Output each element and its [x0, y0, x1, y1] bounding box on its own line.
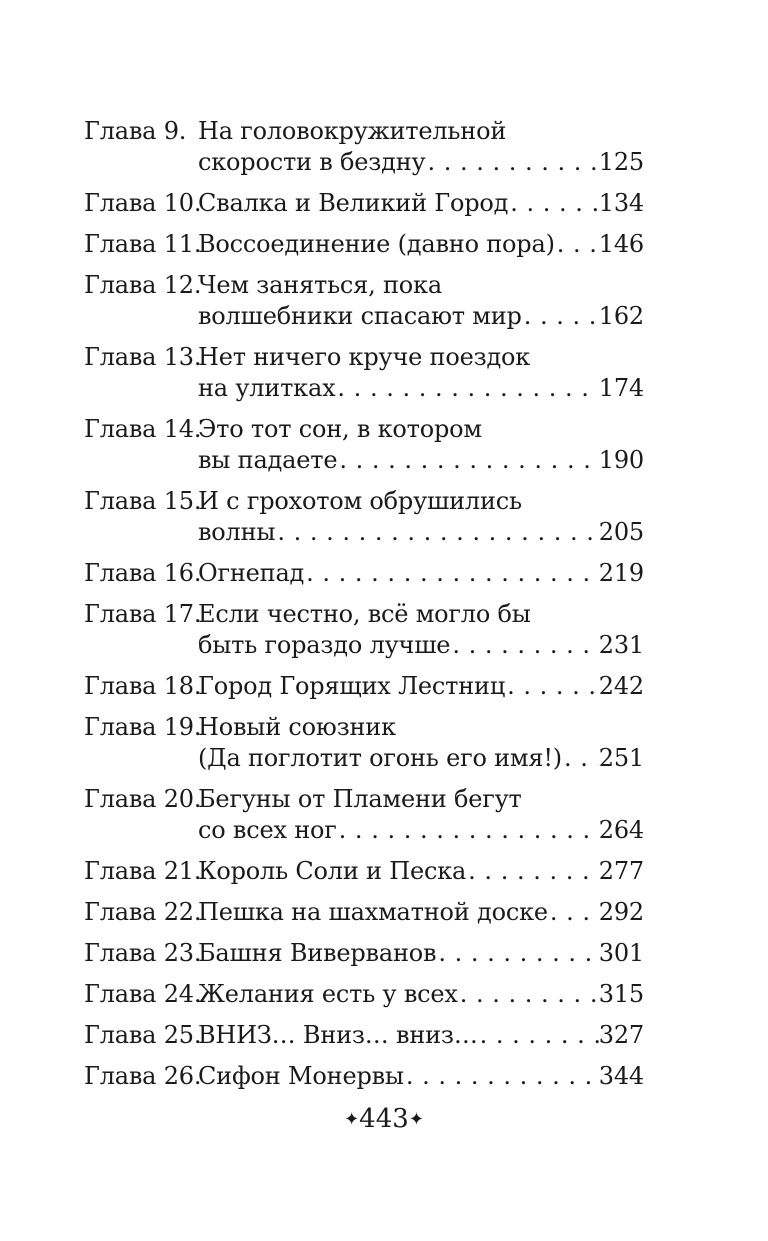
dot-leader [478, 1020, 599, 1051]
chapter-number: Глава 13. [84, 343, 202, 371]
chapter-title-text: со всех ног [198, 816, 337, 844]
chapter-page-number: 219 [598, 559, 644, 587]
chapter-title [198, 486, 644, 548]
chapter-title-text: Свалка и Великий Город [198, 189, 509, 217]
chapter-page-number: 231 [598, 631, 644, 659]
chapter-title [198, 671, 644, 702]
chapter-number: Глава 23. [84, 939, 202, 967]
chapter-page-number: 205 [598, 518, 644, 546]
dot-leader [522, 301, 599, 332]
chapter-title-text: волны [198, 518, 276, 546]
chapter-title [198, 979, 644, 1010]
chapter-title-last-line [198, 373, 644, 404]
chapter-title [198, 342, 644, 404]
dot-leader [337, 445, 598, 476]
toc-entry [84, 1061, 644, 1092]
chapter-title [198, 599, 644, 661]
chapter-title-text: ВНИЗ… Вниз… вниз… [198, 1021, 478, 1049]
dot-leader [425, 147, 598, 178]
chapter-page-number: 242 [598, 672, 644, 700]
chapter-number: Глава 25. [84, 1021, 202, 1049]
chapter-title [198, 558, 644, 589]
chapter-title [198, 270, 644, 332]
chapter-title-text: на улитках [198, 374, 336, 402]
chapter-title-last-line [198, 445, 644, 476]
chapter-title-line: Если честно, всё могло бы [198, 600, 531, 628]
toc-entry [84, 979, 644, 1010]
page-number [0, 1104, 768, 1134]
toc-entry [84, 671, 644, 702]
chapter-title-line: Чем заняться, пока [198, 271, 442, 299]
chapter-title-text: Башня Виверванов [198, 939, 437, 967]
toc-entry [84, 784, 644, 846]
chapter-title-last-line [198, 229, 644, 260]
dot-leader [555, 229, 599, 260]
dot-leader [275, 517, 598, 548]
toc-entry [84, 938, 644, 969]
dot-leader [404, 1061, 599, 1092]
toc-entry [84, 342, 644, 404]
chapter-page-number: 251 [598, 744, 644, 772]
chapter-title-last-line [198, 188, 644, 219]
dot-leader [337, 815, 599, 846]
chapter-title-text: Король Соли и Песка [198, 857, 467, 885]
chapter-page-number: 264 [598, 816, 644, 844]
toc-entry [84, 270, 644, 332]
chapter-number: Глава 26. [84, 1062, 202, 1090]
dot-leader [466, 856, 599, 887]
chapter-title-last-line [198, 630, 644, 661]
chapter-number: Глава 17. [84, 600, 202, 628]
chapter-number: Глава 16. [84, 559, 202, 587]
dot-leader [505, 671, 599, 702]
chapter-title-line: Это тот сон, в котором [198, 415, 482, 443]
chapter-number: Глава 12. [84, 271, 202, 299]
chapter-number: Глава 19. [84, 713, 202, 741]
chapter-title-line: На головокружительной [198, 117, 507, 145]
toc-entry [84, 116, 644, 178]
chapter-title-text: быть гораздо лучше [198, 631, 451, 659]
chapter-title [198, 414, 644, 476]
chapter-page-number: 146 [598, 230, 644, 258]
chapter-number: Глава 20. [84, 785, 202, 813]
chapter-page-number: 315 [598, 980, 644, 1008]
chapter-page-number: 301 [598, 939, 644, 967]
chapter-title-text: (Да поглотит огонь его имя!) [198, 744, 562, 772]
chapter-title-line: Бегуны от Пламени бегут [198, 785, 522, 813]
chapter-title [198, 938, 644, 969]
chapter-page-number: 327 [598, 1021, 644, 1049]
chapter-number: Глава 15. [84, 487, 202, 515]
chapter-title-last-line [198, 671, 644, 702]
chapter-title-last-line [198, 856, 644, 887]
chapter-title [198, 897, 644, 928]
chapter-title-text: скорости в бездну [198, 148, 426, 176]
toc-entry [84, 712, 644, 774]
chapter-page-number: 344 [598, 1062, 644, 1090]
page-number-value: 443 [359, 1104, 409, 1134]
chapter-number: Глава 24. [84, 980, 202, 1008]
toc-entry [84, 897, 644, 928]
dot-leader [508, 188, 599, 219]
toc-entry [84, 188, 644, 219]
dot-leader [436, 938, 598, 969]
chapter-number: Глава 9. [84, 117, 187, 145]
dot-leader [304, 558, 599, 589]
dot-leader [548, 897, 599, 928]
dot-leader [335, 373, 598, 404]
chapter-title [198, 1061, 644, 1092]
chapter-title-text: Огнепад [198, 559, 305, 587]
ornament-right-icon: ✦ [408, 1109, 424, 1130]
chapter-number: Глава 18. [84, 672, 202, 700]
chapter-title-text: Пешка на шахматной доске [198, 898, 548, 926]
chapter-title [198, 229, 644, 260]
chapter-title-last-line [198, 1061, 644, 1092]
toc-entry [84, 1020, 644, 1051]
dot-leader [458, 979, 599, 1010]
dot-leader [450, 630, 598, 661]
chapter-title [198, 856, 644, 887]
chapter-number: Глава 14. [84, 415, 202, 443]
chapter-title-text: Город Горящих Лестниц [198, 672, 506, 700]
chapter-title [198, 784, 644, 846]
chapter-title-last-line [198, 815, 644, 846]
chapter-page-number: 174 [598, 374, 644, 402]
chapter-title-line: Нет ничего круче поездок [198, 343, 531, 371]
chapter-page-number: 134 [598, 189, 644, 217]
chapter-title-text: Сифон Монервы [198, 1062, 404, 1090]
toc-entry [84, 229, 644, 260]
chapter-number: Глава 10. [84, 189, 202, 217]
chapter-title-last-line [198, 897, 644, 928]
chapter-number: Глава 22. [84, 898, 202, 926]
toc-entry [84, 856, 644, 887]
chapter-title-last-line [198, 743, 644, 774]
chapter-title [198, 116, 644, 178]
chapter-title-last-line [198, 558, 644, 589]
chapter-title [198, 188, 644, 219]
chapter-title-last-line [198, 1020, 644, 1051]
chapter-title-last-line [198, 301, 644, 332]
toc-entry [84, 558, 644, 589]
ornament-left-icon: ✦ [344, 1109, 360, 1130]
chapter-title-line: Новый союзник [198, 713, 396, 741]
chapter-title-last-line [198, 938, 644, 969]
chapter-title [198, 1020, 644, 1051]
chapter-page-number: 162 [598, 302, 644, 330]
chapter-number: Глава 21. [84, 857, 202, 885]
chapter-title-text: вы падаете [198, 446, 338, 474]
chapter-page-number: 277 [598, 857, 644, 885]
chapter-page-number: 125 [598, 148, 644, 176]
chapter-page-number: 292 [598, 898, 644, 926]
chapter-title-text: волшебники спасают мир [198, 302, 522, 330]
chapter-title-text: Воссоединение (давно пора) [198, 230, 555, 258]
chapter-title-last-line [198, 147, 644, 178]
chapter-title-text: Желания есть у всех [198, 980, 458, 1008]
chapter-number: Глава 11. [84, 230, 202, 258]
toc-entry [84, 599, 644, 661]
chapter-title-last-line [198, 979, 644, 1010]
chapter-title-line: И с грохотом обрушились [198, 487, 522, 515]
chapter-title [198, 712, 644, 774]
table-of-contents [84, 116, 644, 1102]
chapter-page-number: 190 [598, 446, 644, 474]
toc-entry [84, 486, 644, 548]
dot-leader [562, 743, 599, 774]
chapter-title-last-line [198, 517, 644, 548]
toc-entry [84, 414, 644, 476]
